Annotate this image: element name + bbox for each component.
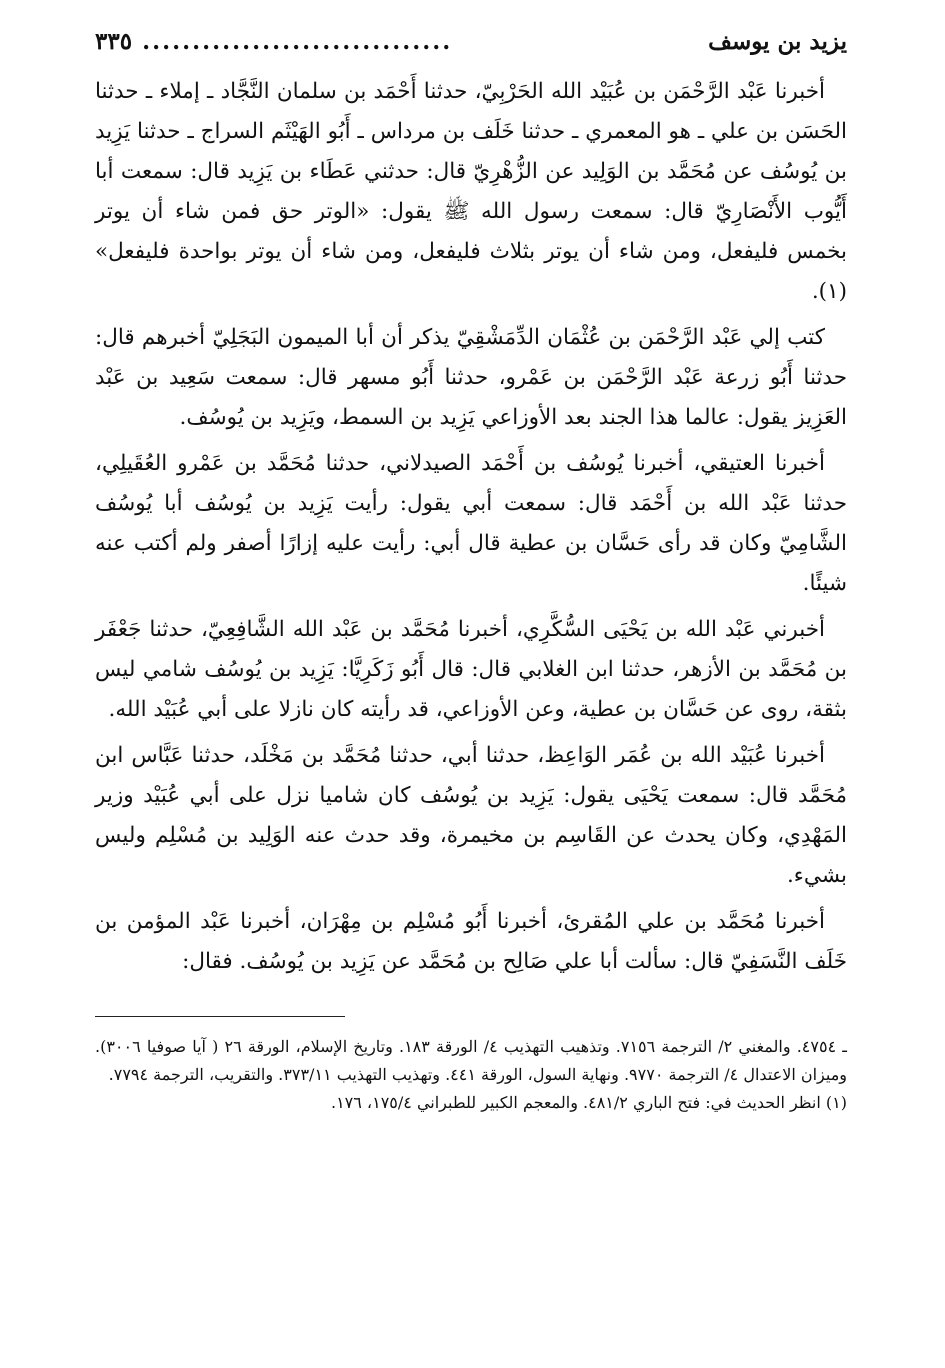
paragraph-1: أخبرنا عَبْد الرَّحْمَن بن عُبَيْد الله الحَرْبِيّ، حدثنا أَحْمَد بن سلمان النَّجَّاد ـ إملاء ـ حدثنا الحَسَن بن علي ـ هو المعمري ـ حدثنا خَلَف بن مرداس ـ أَبُو الهَيْثَم السراج ـ حدثنا يَزِيد بن يُوسُف عن مُحَمَّد بن الوَلِيد عن الزُّهْرِيّ قال: حدثني عَطَاء بن يَزِيد قال: سمعت أبا أَيُّوب الأَنْصَارِيّ قال: سمعت رسول الله ﷺ يقول: «الوتر حق فمن شاء أن يوتر بخمس فليفعل، ومن شاء أن يوتر بثلاث فليفعل، ومن شاء أن يوتر بواحدة فليفعل» (١). [95,79,847,304]
paragraph-4: أخبرني عَبْد الله بن يَحْيَى السُّكَّرِي، أخبرنا مُحَمَّد بن عَبْد الله الشَّافِعِيّ، حدثنا جَعْفَر بن مُحَمَّد بن الأزهر، حدثنا ابن الغلابي قال: قال أَبُو زَكَرِيَّا: يَزِيد بن يُوسُف شامي ليس بثقة، روى عن حَسَّان بن عطية، وعن الأوزاعي، قد رأيته كان نازلا على أبي عُبَيْد الله. [95,617,847,722]
paragraph-2: كتب إلي عَبْد الرَّحْمَن بن عُثْمَان الدِّمَشْقِيّ يذكر أن أبا الميمون البَجَلِيّ أخبرهم قال: حدثنا أَبُو زرعة عَبْد الرَّحْمَن بن عَمْرو، حدثنا أَبُو مسهر قال: سمعت سَعِيد بن عَبْد العَزِيز يقول: عالما هذا الجند بعد الأوزاعي يَزِيد بن السمط، ويَزِيد بن يُوسُف. [95,325,847,430]
footnotes [95,1033,847,1117]
footnote-sources: ـ ٤٧٥٤. والمغني ٢/ الترجمة ٧١٥٦. وتذهيب التهذيب ٤/ الورقة ١٨٣. وتاريخ الإسلام، الورقة ٢٦ ( آيا صوفيا ٣٠٠٦). وميزان الاعتدال ٤/ الترجمة ٩٧٧٠. ونهاية السول، الورقة ٤٤١. وتهذيب التهذيب ٣٧٣/١١. والتقريب، الترجمة ٧٧٩٤. [95,1037,847,1084]
running-title: يزيد بن يوسف [708,28,847,55]
paragraph-5: أخبرنا عُبَيْد الله بن عُمَر الوَاعِظ، حدثنا أبي، حدثنا مُحَمَّد بن مَخْلَد، حدثنا عَبَّاس ابن مُحَمَّد قال: سمعت يَحْيَى يقول: يَزِيد بن يُوسُف كان شاميا نزل على أبي عُبَيْد وزير المَهْدِي، وكان يحدث عن القَاسِم بن مخيمرة، وقد حدث عنه الوَلِيد بن مُسْلِم وليس بشيء. [95,743,847,888]
footnote-separator [95,1016,345,1017]
page-header [95,28,847,72]
page-number: ٣٣٥ [95,28,133,55]
paragraph-6: أخبرنا مُحَمَّد بن علي المُقرئ، أخبرنا أَبُو مُسْلِم بن مِهْرَان، أخبرنا عَبْد المؤمن بن خَلَف النَّسَفِيّ قال: سألت أبا علي صَالِح بن مُحَمَّد عن يَزِيد بن يُوسُف. فقال: [95,909,847,974]
book-page [95,28,847,1117]
leader-dots: ............................... [142,28,453,55]
paragraph-3: أخبرنا العتيقي، أخبرنا يُوسُف بن أَحْمَد الصيدلاني، حدثنا مُحَمَّد بن عَمْرو العُقَيلِي، حدثنا عَبْد الله بن أَحْمَد قال: سمعت أبي يقول: رأيت يَزِيد بن يُوسُف أبا يُوسُف الشَّامِيّ وكان قد رأى حَسَّان بن عطية قال أبي: رأيت عليه إزارًا أصفر ولم أكتب عنه شيئًا. [95,451,847,596]
main-text [95,72,847,982]
footnote-1: (١) انظر الحديث في: فتح الباري ٤٨١/٢. والمعجم الكبير للطبراني ١٧٥/٤، ١٧٦. [330,1093,847,1112]
